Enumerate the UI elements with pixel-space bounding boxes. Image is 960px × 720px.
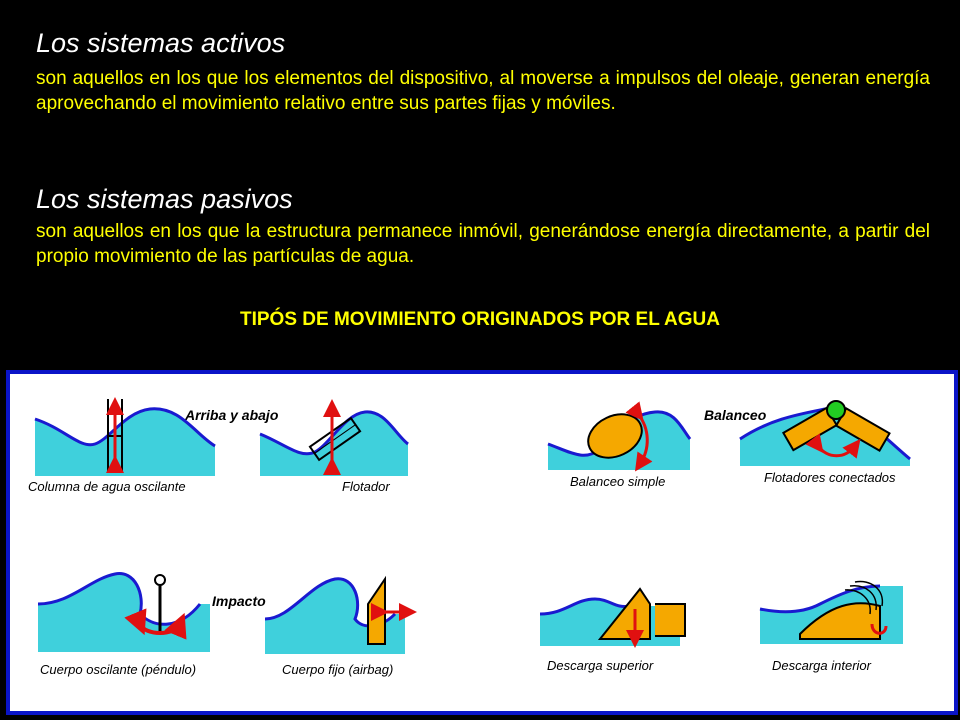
simple-rock-illustration (548, 406, 690, 470)
active-systems-text: son aquellos en los que los elementos del dispositivo, al moverse a impulsos del oleaje, generan energía aprovechando el movimiento relativo entre sus partes fijas y móviles. (36, 68, 930, 114)
inner-discharge-illustration (760, 581, 903, 644)
wave-motion-diagram (10, 374, 954, 711)
float-illustration (260, 408, 408, 476)
label-pendulum: Cuerpo oscilante (péndulo) (40, 662, 197, 677)
group-label-impact: Impacto (212, 593, 266, 609)
wave-motion-diagram-panel (6, 370, 958, 715)
label-owc: Columna de agua oscilante (28, 479, 186, 494)
label-simple-rock: Balanceo simple (570, 474, 666, 489)
group-label-rocking: Balanceo (704, 407, 767, 423)
pendulum-illustration (38, 574, 210, 652)
group-label-up-down: Arriba y abajo (185, 407, 279, 423)
label-connected-floats: Flotadores conectados (764, 470, 896, 485)
label-float: Flotador (342, 479, 390, 494)
passive-systems-heading: Los sistemas pasivos (36, 184, 293, 214)
label-upper-discharge: Descarga superior (547, 658, 654, 673)
diagram-subtitle: TIPÓS DE MOVIMIENTO ORIGINADOS POR EL AGUA (240, 309, 720, 330)
label-airbag: Cuerpo fijo (airbag) (282, 662, 394, 677)
active-systems-heading: Los sistemas activos (36, 28, 286, 58)
airbag-illustration (265, 579, 408, 654)
passive-systems-text: son aquellos en los que la estructura permanece inmóvil, generándose energía directamente, a partir del propio movimiento de las partículas de agua. (36, 221, 930, 267)
upper-discharge-illustration (540, 589, 685, 646)
label-inner-discharge: Descarga interior (772, 658, 871, 673)
